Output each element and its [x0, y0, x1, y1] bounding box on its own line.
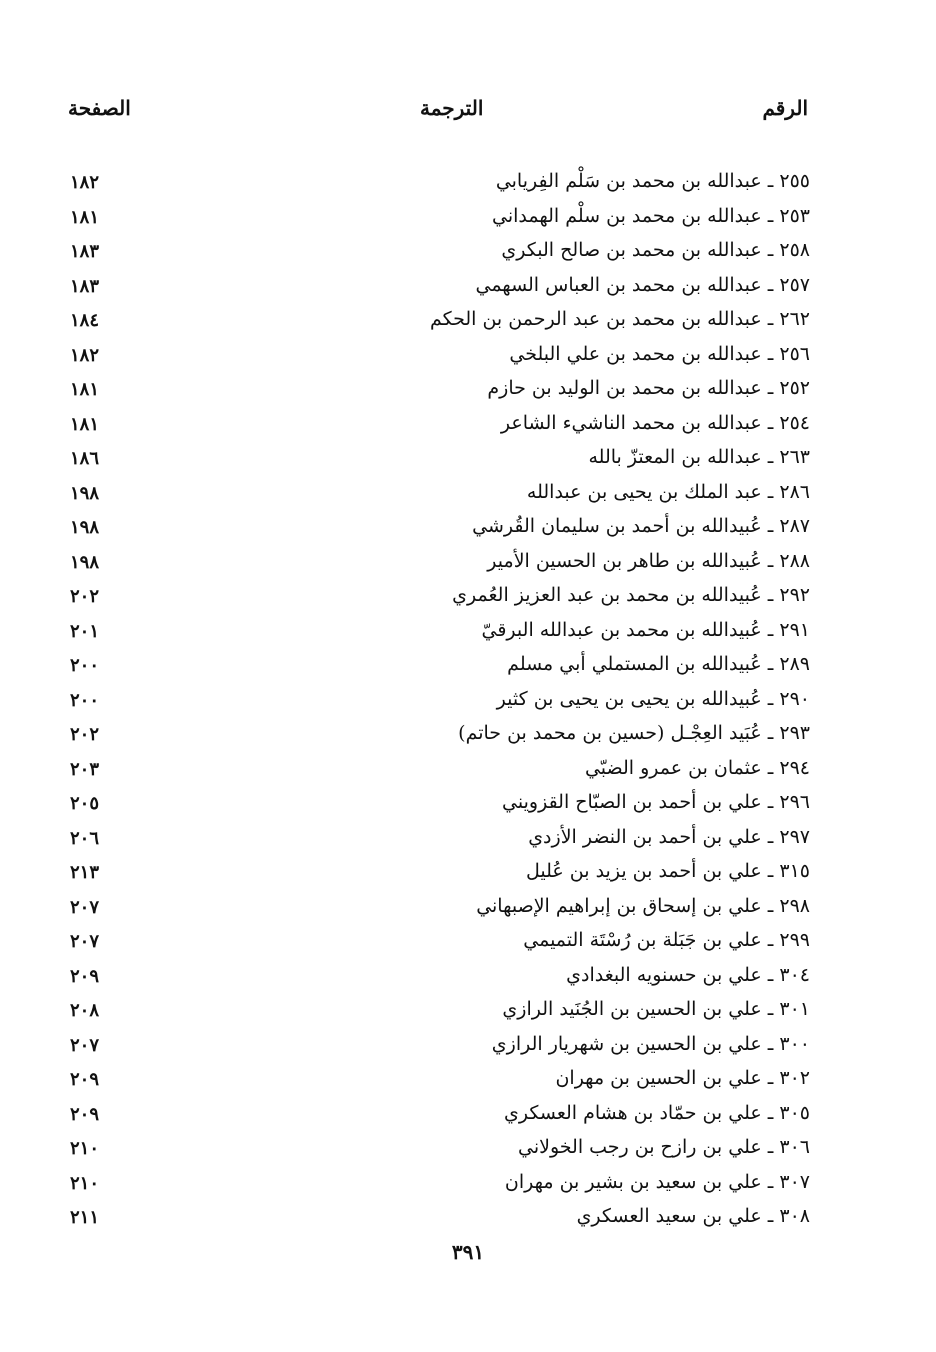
entry-page: ٢٠٩	[70, 1069, 100, 1090]
entry-title: ٢٩٧ ـ علي بن أحمد بن النضر الأزدي	[528, 825, 810, 848]
column-header-number: الرقم	[762, 96, 808, 120]
index-entry	[60, 375, 820, 410]
entry-title: ٢٩٣ ـ عُبَيد العِجْـل (حسين بن محمد بن حاتم)	[458, 722, 810, 744]
entry-page: ٢٠٠	[70, 655, 100, 676]
index-entry	[60, 824, 820, 859]
entry-title: ٢٩٤ ـ عثمان بن عمرو الضبّي	[584, 756, 810, 779]
entry-page: ٢٠٧	[70, 1034, 100, 1056]
entry-title: ٢٩٦ ـ علي بن أحمد بن الصبّاح القزويني	[502, 791, 810, 813]
entry-title: ٣٠٦ ـ علي بن رازح بن رجب الخولاني	[517, 1136, 810, 1158]
entry-page: ٢٠٧	[70, 931, 100, 952]
index-entry	[60, 203, 820, 238]
entry-page: ٢٠٨	[70, 1000, 100, 1021]
entry-page: ٢٠٣	[70, 758, 100, 780]
index-entry	[60, 1031, 820, 1066]
index-entry	[60, 617, 820, 652]
entry-title: ٢٦٣ ـ عبدالله بن المعتزّ بالله	[588, 446, 810, 468]
entry-page: ٢١٠	[70, 1172, 100, 1194]
entry-page: ١٨٤	[70, 310, 100, 331]
entry-title: ٢٩٠ ـ عُبيدالله بن يحيى بن يحيى بن كثير	[496, 687, 810, 710]
index-entry	[60, 755, 820, 790]
entry-page: ١٩٨	[70, 517, 100, 538]
entry-page: ٢٠٩	[70, 1103, 100, 1125]
index-entry	[60, 479, 820, 514]
entry-title: ٣٠٥ ـ علي بن حمّاد بن هشام العسكري	[504, 1101, 810, 1124]
entry-page: ٢٠١	[70, 620, 100, 642]
entry-title: ٢٨٦ ـ عبد الملك بن يحيى بن عبدالله	[526, 480, 810, 503]
entry-title: ٢٥٥ ـ عبدالله بن محمد بن سَلْم الفِريابي	[495, 170, 810, 192]
index-entry	[60, 1169, 820, 1204]
entry-title: ٢٥٧ ـ عبدالله بن محمد بن العباس السهمي	[475, 273, 810, 296]
index-entry	[60, 651, 820, 686]
entry-page: ٢٠٦	[70, 827, 100, 849]
index-entry	[60, 858, 820, 893]
entry-title: ٣٠٧ ـ علي بن سعيد بن بشير بن مهران	[504, 1170, 810, 1193]
index-entry	[60, 1100, 820, 1135]
entry-page: ٢٠٥	[70, 793, 100, 814]
entry-page: ١٨٦	[70, 448, 100, 469]
entry-title: ٢٨٨ ـ عُبيدالله بن طاهر بن الحسين الأمير	[487, 549, 810, 572]
entry-title: ٢٩١ ـ عُبيدالله بن محمد بن عبدالله البرقيّ	[481, 618, 810, 641]
entry-page: ٢٠٠	[70, 689, 100, 711]
column-header-page: الصفحة	[68, 96, 131, 120]
index-list	[60, 168, 820, 1238]
entry-title: ٢٥٢ ـ عبدالله بن محمد بن الوليد بن حازم	[487, 377, 810, 399]
entry-page: ١٨٣	[70, 241, 100, 262]
entry-page: ١٨١	[70, 413, 100, 435]
entry-page: ٢٠٢	[70, 724, 100, 745]
entry-page: ١٨١	[70, 206, 100, 228]
entry-title: ٣٠٢ ـ علي بن الحسين بن مهران	[555, 1067, 810, 1089]
entry-page: ٢١٠	[70, 1138, 100, 1159]
index-entry	[60, 1203, 820, 1238]
index-entry	[60, 1065, 820, 1100]
entry-title: ٣١٥ ـ علي بن أحمد بن يزيد بن عُليل	[526, 860, 810, 882]
entry-page: ١٩٨	[70, 551, 100, 573]
entry-title: ٢٩٢ ـ عُبيدالله بن محمد بن عبد العزيز العُمري	[452, 584, 810, 606]
entry-title: ٢٥٨ ـ عبدالله بن محمد بن صالح البكري	[501, 239, 810, 261]
entry-page: ١٩٨	[70, 482, 100, 504]
index-entry	[60, 272, 820, 307]
entry-title: ٢٥٣ ـ عبدالله بن محمد بن سلْم الهمداني	[492, 204, 810, 227]
index-entry	[60, 962, 820, 997]
column-header-title: الترجمة	[420, 96, 484, 120]
page-number: ٣٩١	[451, 1240, 485, 1264]
index-entry	[60, 444, 820, 479]
entry-page: ٢١١	[70, 1207, 100, 1228]
entry-title: ٢٥٦ ـ عبدالله بن محمد بن علي البلخي	[509, 342, 810, 365]
index-entry	[60, 720, 820, 755]
entry-page: ٢٠٩	[70, 965, 100, 987]
entry-title: ٢٦٢ ـ عبدالله بن محمد بن عبد الرحمن بن الحكم	[429, 308, 810, 330]
entry-page: ٢٠٢	[70, 586, 100, 607]
entry-page: ١٨٢	[70, 344, 100, 366]
entry-title: ٣٠٤ ـ علي بن حسنويه البغدادي	[566, 963, 810, 986]
index-entry	[60, 893, 820, 928]
entry-title: ٣٠٠ ـ علي بن الحسين بن شهريار الرازي	[491, 1032, 810, 1055]
index-entry	[60, 686, 820, 721]
entry-title: ٢٥٤ ـ عبدالله بن محمد الناشيء الشاعر	[500, 411, 810, 434]
entry-title: ٣٠١ ـ علي بن الحسين بن الجُنَيد الرازي	[502, 998, 810, 1020]
entry-title: ٣٠٨ ـ علي بن سعيد العسكري	[576, 1205, 810, 1227]
entry-page: ١٨٢	[70, 172, 100, 193]
index-entry	[60, 1134, 820, 1169]
entry-page: ٢١٣	[70, 862, 100, 883]
index-entry	[60, 996, 820, 1031]
index-entry	[60, 306, 820, 341]
entry-title: ٢٩٩ ـ علي بن جَبَلة بن رُسْتَة التميمي	[523, 929, 810, 951]
index-entry	[60, 341, 820, 376]
index-entry	[60, 927, 820, 962]
entry-title: ٢٩٨ ـ علي بن إسحاق بن إبراهيم الإصبهاني	[476, 894, 810, 917]
index-entry	[60, 410, 820, 445]
index-entry	[60, 789, 820, 824]
entry-title: ٢٨٧ ـ عُبيدالله بن أحمد بن سليمان القُرشي	[472, 515, 810, 537]
index-entry	[60, 548, 820, 583]
index-entry	[60, 582, 820, 617]
entry-page: ٢٠٧	[70, 896, 100, 918]
entry-page: ١٨٣	[70, 275, 100, 297]
index-entry	[60, 513, 820, 548]
index-entry	[60, 168, 820, 203]
entry-page: ١٨١	[70, 379, 100, 400]
entry-title: ٢٨٩ ـ عُبيدالله بن المستملي أبي مسلم	[507, 653, 810, 675]
index-entry	[60, 237, 820, 272]
